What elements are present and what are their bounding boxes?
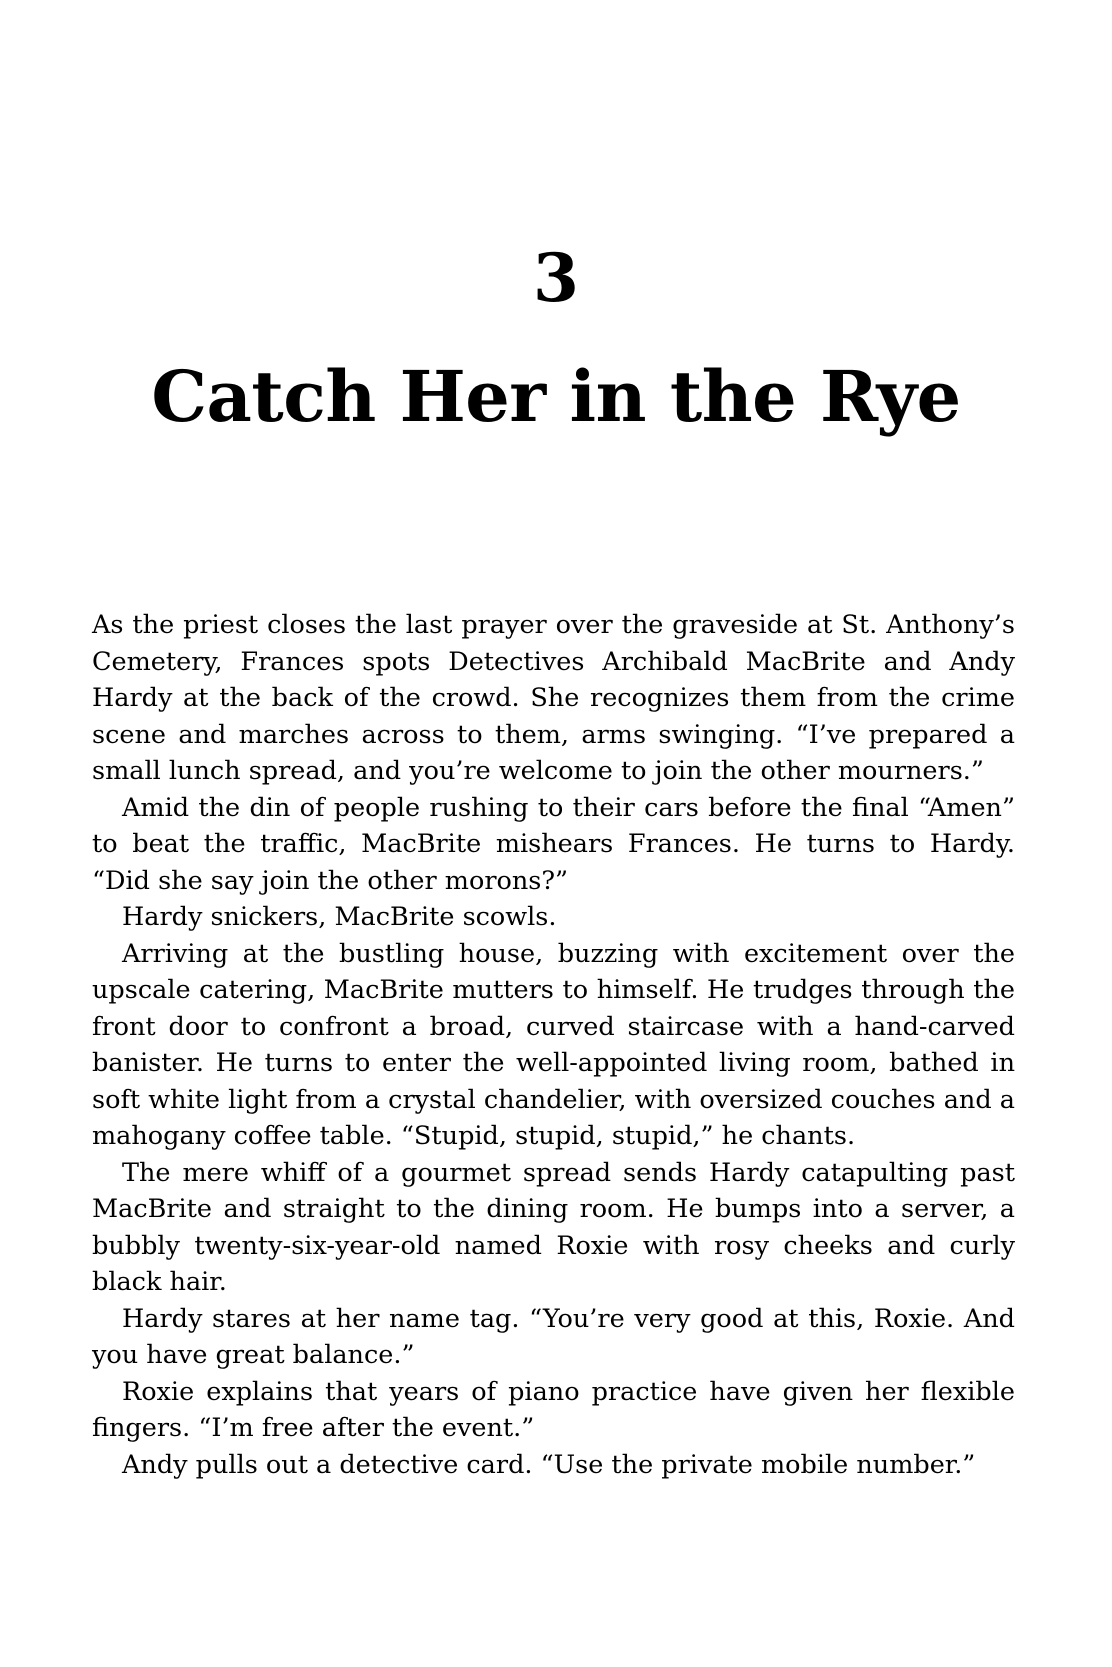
chapter-title: Catch Her in the Rye	[151, 355, 961, 438]
paragraph: Andy pulls out a detective card. “Use the private mobile number.”	[122, 1449, 976, 1480]
paragraph: Arriving at the bustling house, buzzing with excitement over the upscale catering, MacBrite mutters to himself. He trudges through the front door to confront a broad, curved staircase with a hand-carved banister. He turns to enter the well-appointed living room, bathed in soft white light from a crystal chandelier, with oversized couches and a mahogany coffee table. “Stupid, stupid, stupid,” he chants.	[92, 938, 1015, 1151]
paragraph: The mere whiff of a gourmet spread sends Hardy catapulting past MacBrite and straight to the dining room. He bumps into a server, a bubbly twenty-six-year-old named Roxie with rosy cheeks and curly black hair.	[92, 1157, 1015, 1297]
paragraph: Hardy snickers, MacBrite scowls.	[122, 902, 557, 932]
paragraph: Roxie explains that years of piano practice have given her flexible fingers. “I’m free after the event.”	[92, 1376, 1015, 1443]
chapter-number: 3	[533, 239, 579, 317]
paragraph: As the priest closes the last prayer over the graveside at St. Anthony’s Cemetery, Frances spots Detectives Archibald MacBrite and Andy Hardy at the back of the crowd. She recognizes them from the crime scene and marches across to them, arms swinging. “I’ve prepared a small lunch spread, and you’re welcome to join the other mourners.”	[92, 610, 1015, 786]
chapter-body	[92, 607, 1015, 1483]
paragraph: Hardy stares at her name tag. “You’re very good at this, Roxie. And you have great balance.”	[92, 1303, 1015, 1370]
paragraph: Amid the din of people rushing to their cars before the final “Amen” to beat the traffic, MacBrite mishears Frances. He turns to Hardy. “Did she say join the other morons?”	[92, 792, 1015, 896]
